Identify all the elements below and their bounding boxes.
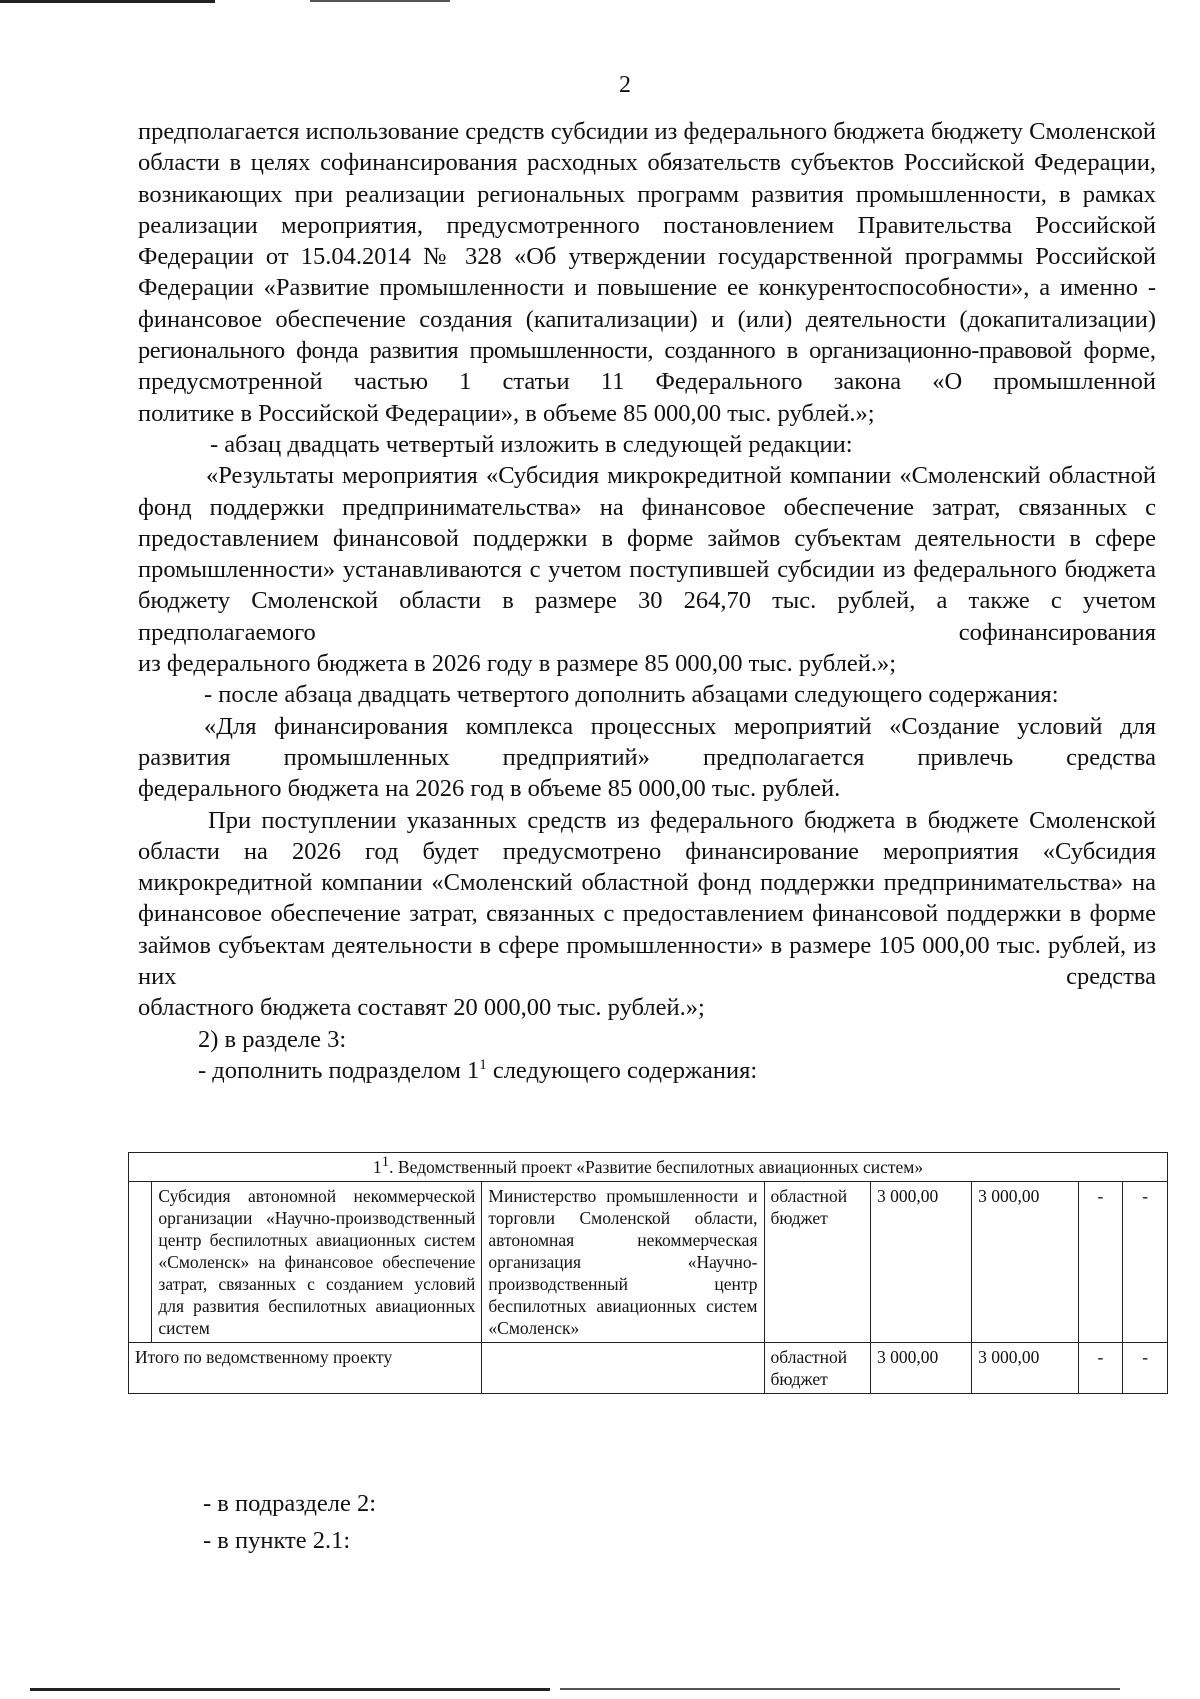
- responsible-executor: Министерство промышленности и торговли Смоленской области, автономная некоммерческая организация «Научно-производственный центр беспилотных авиационных систем «Смоленск»: [482, 1182, 764, 1343]
- text-line: При поступлении указанных средств из федерального бюджета в бюджете: [208, 806, 1019, 834]
- text-line: предпринимательства» на финансовое обеспечение затрат, связанных с: [138, 869, 1157, 928]
- instruction-paragraph: [138, 1024, 1156, 1055]
- paragraph-end: [138, 648, 1156, 679]
- text-line: предполагается использование средств субсидии из федерального бюджета бюджету: [138, 118, 1023, 145]
- text-line: областного бюджета составят 20 000,00 тыс. рублей.»;: [138, 994, 705, 1022]
- row-number-cell: [129, 1182, 152, 1343]
- empty-cell: [482, 1343, 764, 1394]
- text-line: «Результаты мероприятия «Субсидия микрокредитной компании «Смоленский: [206, 462, 1041, 490]
- year2-amount: -: [1078, 1182, 1123, 1343]
- paragraph-end: [138, 398, 1156, 429]
- scan-border-top-right: [310, 0, 450, 2]
- text-line: поступившей субсидии из федерального бюджета бюджету Смоленской области в: [138, 556, 1157, 615]
- funding-source: областной бюджет: [764, 1182, 870, 1343]
- text-line: федерального бюджета на 2026 год в объеме 85 000,00 тыс. рублей.: [138, 775, 841, 803]
- addition-prefix: - дополнить подразделом 1: [198, 1056, 480, 1084]
- table-total-row: [129, 1343, 1168, 1394]
- total-label: Итого по ведомственному проекту: [129, 1343, 482, 1394]
- subsection-instruction: - в подразделе 2:: [203, 1490, 377, 1517]
- text-line: 2) в разделе 3:: [198, 1025, 347, 1053]
- paragraph: [138, 460, 1156, 648]
- table-row: [129, 1182, 1168, 1343]
- instruction-paragraph: [138, 429, 1156, 460]
- total-amount: 3 000,00: [870, 1343, 971, 1394]
- text-line: сфере промышленности» в размере 105 000,00 тыс. рублей, из них средства: [138, 931, 1156, 991]
- year3-amount: -: [1123, 1182, 1168, 1343]
- year1-amount: 3 000,00: [972, 1343, 1078, 1394]
- heading-text: . Ведомственный проект «Развитие беспилотных авиационных систем»: [389, 1157, 924, 1177]
- year2-amount: -: [1078, 1343, 1123, 1394]
- year1-amount: 3 000,00: [972, 1182, 1078, 1343]
- paragraph-end: [138, 773, 1156, 804]
- text-line: размере 30 264,70 тыс. рублей, а также с учетом предполагаемого софинансирования: [138, 587, 1157, 646]
- table-heading-row: [129, 1153, 1168, 1182]
- funding-source: областной бюджет: [764, 1343, 870, 1394]
- table-heading: [129, 1153, 1168, 1182]
- text-line: обеспечение создания (капитализации) и (или) деятельности (докапитализации): [275, 305, 1156, 333]
- text-line: регионального фонда развития промышленности, созданного в организационно-правовой: [138, 337, 1072, 365]
- addition-instruction: [138, 1055, 1156, 1086]
- heading-superscript: 1: [381, 1154, 390, 1171]
- text-line: развития промышленности, в рамках реализации мероприятия, предусмотренного: [138, 180, 1157, 239]
- text-line: Смоленской области в целях софинансирования расходных обязательств субъектов: [138, 118, 1157, 177]
- item-instruction: - в пункте 2.1:: [203, 1527, 351, 1554]
- paragraph: [138, 711, 1156, 774]
- text-line: из федерального бюджета в 2026 году в размере 85 000,00 тыс. рублей.»;: [138, 650, 897, 678]
- document-body: [138, 116, 1156, 1086]
- text-line: «Субсидия микрокредитной компании «Смоленский областной фонд поддержки: [138, 837, 1156, 897]
- scan-border-top-left: [0, 0, 215, 3]
- measure-description: Субсидия автономной некоммерческой организации «Научно-производственный центр беспилотных авиационных систем «Смоленск» на финансовое обеспечение затрат, связанных с созданием условий для развития беспилотных авиационных систем: [152, 1182, 482, 1343]
- text-line: затрат, связанных с предоставлением финансовой поддержки в форме займов: [138, 493, 1157, 552]
- addition-superscript: 1: [479, 1056, 487, 1073]
- budget-table: [128, 1152, 1168, 1394]
- text-line: промышленности и повышение ее конкурентоспособности», а именно - финансовое: [138, 274, 1157, 333]
- page-number: 2: [619, 72, 631, 98]
- text-line: областной фонд поддержки предпринимательства» на финансовое обеспечение: [138, 462, 1156, 521]
- text-line: форме, предусмотренной частью 1 статьи 11 Федерального закона «О промышленной: [138, 337, 1157, 396]
- addition-suffix: следующего содержания:: [486, 1056, 758, 1084]
- instruction-paragraph: [138, 679, 1156, 710]
- paragraph: [138, 805, 1156, 993]
- text-line: постановлением Правительства Российской Федерации от 15.04.2014 № 328 «Об: [138, 211, 1157, 271]
- text-line: Смоленской области на 2026 год будет предусмотрено финансирование мероприятия: [138, 806, 1157, 865]
- scan-border-bottom-right: [560, 1688, 1120, 1690]
- scan-border-bottom-left: [30, 1688, 550, 1691]
- text-line: для развития промышленных предприятий» предполагается привлечь средства: [138, 712, 1157, 771]
- text-line: субъектам деятельности в сфере промышленности» устанавливаются с учетом: [138, 524, 1156, 584]
- text-line: - после абзаца двадцать четвертого дополнить абзацами следующего содержания:: [204, 681, 1059, 709]
- paragraph: [138, 116, 1156, 398]
- total-amount: 3 000,00: [870, 1182, 971, 1343]
- text-line: утверждении государственной программы Российской Федерации «Развитие: [138, 243, 1157, 302]
- text-line: - абзац двадцать четвертый изложить в следующей редакции:: [210, 430, 853, 458]
- year3-amount: -: [1123, 1343, 1168, 1394]
- paragraph-end: [138, 992, 1156, 1023]
- text-line: «Для финансирования комплекса процессных мероприятий «Создание условий: [204, 712, 1103, 740]
- text-line: Российской Федерации, возникающих при реализации региональных программ: [138, 149, 1157, 208]
- heading-number: 1: [372, 1157, 382, 1177]
- text-line: предоставлением финансовой поддержки в форме займов субъектам деятельности в: [138, 900, 1156, 959]
- text-line: политике в Российской Федерации», в объеме 85 000,00 тыс. рублей.»;: [138, 399, 875, 427]
